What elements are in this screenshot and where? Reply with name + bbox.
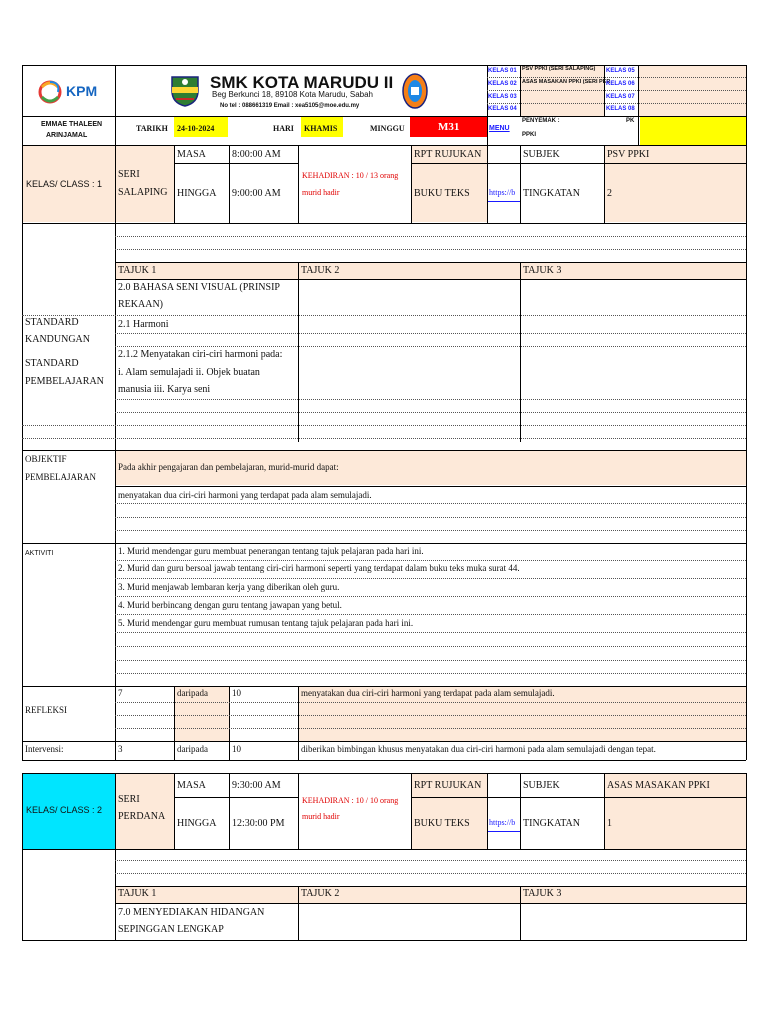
aktiviti-item: 3. Murid menjawab lembaran kerja yang diberikan oleh guru. [118,582,340,592]
aktiviti-label: AKTIVITI [25,550,54,557]
buku-teks-link[interactable]: https://b [489,188,516,197]
kelas-label: KELAS 06 [606,81,635,87]
buku-teks-label: BUKU TEKS [414,818,470,829]
tajuk-1-value: REKAAN) [118,299,163,310]
masa-label: MASA [177,780,206,791]
kelas-name: SALAPING [118,187,168,198]
tarikh-value: 24-10-2024 [177,124,215,133]
minggu-label: MINGGU [370,124,405,133]
buku-teks-link[interactable]: https://b [489,818,516,827]
subjek-label: SUBJEK [523,149,560,160]
kelas-value: PSV PPKI (SERI SALAPING) [522,66,596,72]
crest-icon [168,73,202,107]
sk-label: KANDUNGAN [25,334,90,345]
hari-value: KHAMIS [304,124,338,133]
objektif-intro: Pada akhir pengajaran dan pembelajaran, murid-murid dapat: [118,462,339,472]
sp-value: manusia iii. Karya seni [118,384,211,395]
rpt-label: RPT RUJUKAN [414,149,482,160]
hingga-label: HINGGA [177,188,217,199]
intervensi-label: Intervensi: [25,744,64,754]
tingkatan-value: 1 [607,818,612,829]
school-name: SMK KOTA MARUDU II [210,73,394,92]
tajuk-1-value: SEPINGGAN LENGKAP [118,924,224,935]
subjek-value: PSV PPKI [607,149,650,160]
refleksi-label: REFLEKSI [25,705,68,715]
kelas-label: KELAS 03 [488,94,517,100]
aktiviti-item: 5. Murid mendengar guru membuat rumusan tentang tajuk pelajaran pada hari ini. [118,618,414,628]
sk-value: 2.1 Harmoni [118,319,169,330]
kelas-name: SERI [118,169,140,180]
kpm-logo [38,77,104,107]
sp-label: STANDARD [25,358,79,369]
refleksi-daripada: daripada [177,688,208,698]
kehadiran: murid hadir [302,188,340,197]
tingkatan-value: 2 [607,188,612,199]
hingga-value: 9:00:00 AM [232,188,281,199]
school-badge-icon [402,73,428,109]
kehadiran: murid hadir [302,812,340,821]
kelas-value: ASAS MASAKAN PPKI (SERI PER [522,79,611,85]
tajuk-1-value: 2.0 BAHASA SENI VISUAL (PRINSIP [118,282,280,293]
kelas-label: KELAS 02 [488,81,517,87]
hari-label: HARI [273,124,294,133]
kelas-label: KELAS 08 [606,106,635,112]
refleksi-num: 7 [118,688,123,698]
tajuk-2-label: TAJUK 2 [301,888,340,899]
hingga-value: 12:30:00 PM [232,818,285,829]
minggu-value: M31 [438,121,460,133]
subjek-value: ASAS MASAKAN PPKI [607,780,710,791]
intervensi-num: 3 [118,744,123,754]
objektif-value: menyatakan dua ciri-ciri harmoni yang terdapat pada alam semulajadi. [118,490,372,500]
hingga-label: HINGGA [177,818,217,829]
kelas-name: SERI [118,794,140,805]
aktiviti-item: 1. Murid mendengar guru membuat penerangan tentang tajuk pelajaran pada hari ini. [118,546,424,556]
objektif-label: PEMBELAJARAN [25,472,97,482]
class2-label: KELAS/ CLASS : 2 [26,805,103,815]
aktiviti-item: 2. Murid dan guru bersoal jawab tentang ciri-ciri harmoni seperti yang terdapat dalam buku teks muka surat 44. [118,563,520,573]
intervensi-text: diberikan bimbingan khusus menyatakan dua ciri-ciri harmoni pada alam semulajadi dengan tepat. [301,744,656,754]
menu-link[interactable]: MENU [489,125,510,132]
school-contact: No tel : 088661319 Email : xea5105@moe.edu.my [220,103,360,109]
tajuk-3-label: TAJUK 3 [523,265,562,276]
buku-teks-label: BUKU TEKS [414,188,470,199]
aktiviti-item: 4. Murid berbincang dengan guru tentang jawapan yang betul. [118,600,342,610]
teacher-name: ARINJAMAL [46,132,88,139]
intervensi-total: 10 [232,744,241,754]
kelas-label: KELAS 05 [606,68,635,74]
rpt-label: RPT RUJUKAN [414,780,482,791]
subjek-label: SUBJEK [523,780,560,791]
kelas-label: KELAS 07 [606,94,635,100]
kpm-logo-text: KPM [66,83,98,99]
tingkatan-label: TINGKATAN [523,188,580,199]
tingkatan-label: TINGKATAN [523,818,580,829]
tarikh-label: TARIKH [136,124,168,133]
kelas-name: PERDANA [118,811,166,822]
tajuk-3-label: TAJUK 3 [523,888,562,899]
objektif-label: OBJEKTIF [25,454,67,464]
teacher-name: EMMAE THALEEN [41,121,103,128]
tajuk-1-label: TAJUK 1 [118,888,157,899]
refleksi-total: 10 [232,688,241,698]
refleksi-text: menyatakan dua ciri-ciri harmoni yang terdapat pada alam semulajadi. [301,688,555,698]
tajuk-2-label: TAJUK 2 [301,265,340,276]
sp-value: i. Alam semulajadi ii. Objek buatan [118,367,260,378]
masa-value: 9:30:00 AM [232,780,281,791]
class1-label: KELAS/ CLASS : 1 [26,179,103,189]
penyemak-value: PPKI [522,132,537,138]
penyemak-label: PENYEMAK : [522,118,560,124]
tajuk-1-label: TAJUK 1 [118,265,157,276]
masa-value: 8:00:00 AM [232,149,281,160]
masa-label: MASA [177,149,206,160]
school-address: Beg Berkunci 18, 89108 Kota Marudu, Sabah [212,90,373,99]
kehadiran: KEHADIRAN : 10 / 13 orang [302,171,399,180]
sk-label: STANDARD [25,317,79,328]
penyemak-pk: PK [626,118,635,124]
kehadiran: KEHADIRAN : 10 / 10 orang [302,796,399,805]
tajuk-1-value: 7.0 MENYEDIAKAN HIDANGAN [118,907,265,918]
sp-value: 2.1.2 Menyatakan ciri-ciri harmoni pada: [118,349,283,360]
kelas-label: KELAS 04 [488,106,517,112]
kelas-label: KELAS 01 [488,68,517,74]
intervensi-daripada: daripada [177,744,208,754]
sp-label: PEMBELAJARAN [25,376,104,387]
